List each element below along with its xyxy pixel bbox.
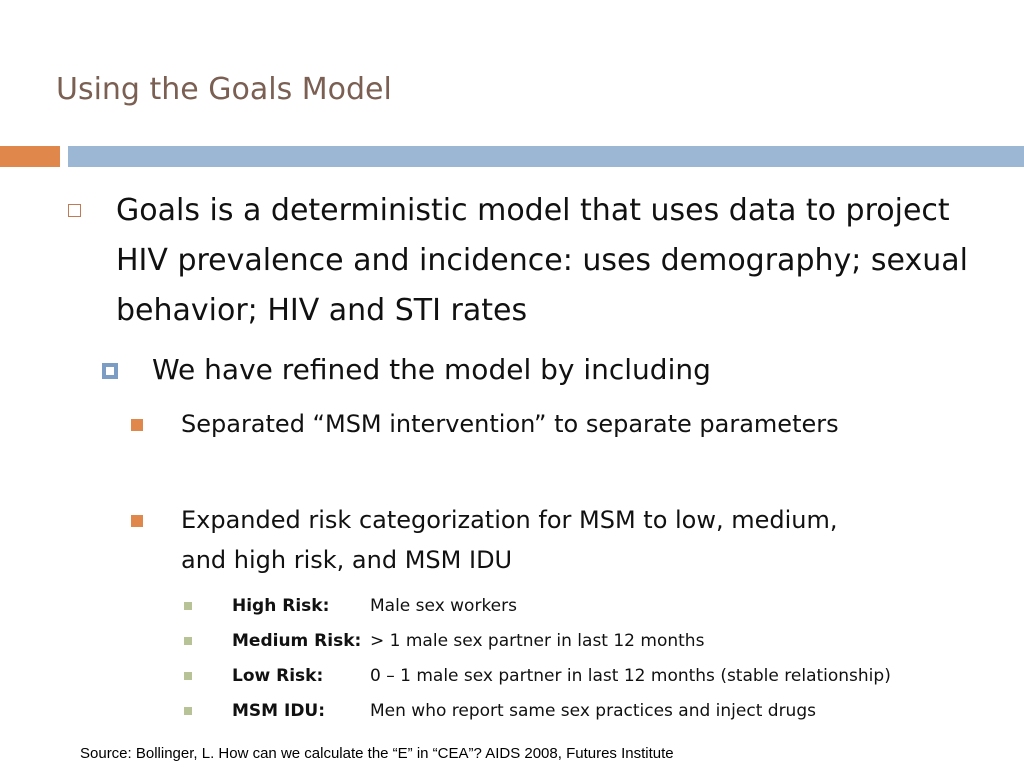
risk-term: Low Risk: (232, 666, 324, 686)
hollow-square-bullet-icon (68, 204, 81, 217)
filled-square-bullet-icon (131, 419, 143, 431)
filled-square-bullet-icon (131, 515, 143, 527)
bullet-level3-text: Separated “MSM intervention” to separate parameters (181, 410, 839, 438)
risk-description: > 1 male sex partner in last 12 months (370, 631, 705, 651)
bullet-level3-risk-categorization (181, 500, 881, 580)
bullet-level2-text: We have refined the model by including (152, 353, 711, 386)
risk-term: Medium Risk: (232, 631, 362, 651)
risk-description: 0 – 1 male sex partner in last 12 months (stable relationship) (370, 666, 891, 686)
bullet-level3-text: Expanded risk categorization for MSM to low, medium, and high risk, and MSM IDU (181, 506, 838, 574)
small-square-bullet-icon (184, 707, 192, 715)
small-square-bullet-icon (184, 602, 192, 610)
bullet-level2 (152, 348, 952, 392)
bullet-level1 (116, 186, 976, 336)
framed-square-bullet-icon (102, 363, 118, 379)
risk-term: High Risk: (232, 596, 330, 616)
bullet-level1-text: Goals is a deterministic model that uses data to project HIV prevalence and incidence: uses demography; sexual behavior; HIV and STI rates (116, 193, 968, 328)
source-citation: Source: Bollinger, L. How can we calculate the “E” in “CEA”? AIDS 2008, Futures Institute (80, 745, 674, 762)
small-square-bullet-icon (184, 637, 192, 645)
risk-term: MSM IDU: (232, 701, 326, 721)
risk-description: Male sex workers (370, 596, 517, 616)
bullet-level4-high-risk (232, 594, 992, 618)
bullet-level4-msm-idu (232, 699, 992, 723)
bullet-level3-msm-intervention (181, 404, 881, 444)
risk-description: Men who report same sex practices and inject drugs (370, 701, 816, 721)
bullet-level4-low-risk (232, 664, 992, 688)
slide-title: Using the Goals Model (56, 72, 392, 107)
bullet-level4-medium-risk (232, 629, 992, 653)
small-square-bullet-icon (184, 672, 192, 680)
